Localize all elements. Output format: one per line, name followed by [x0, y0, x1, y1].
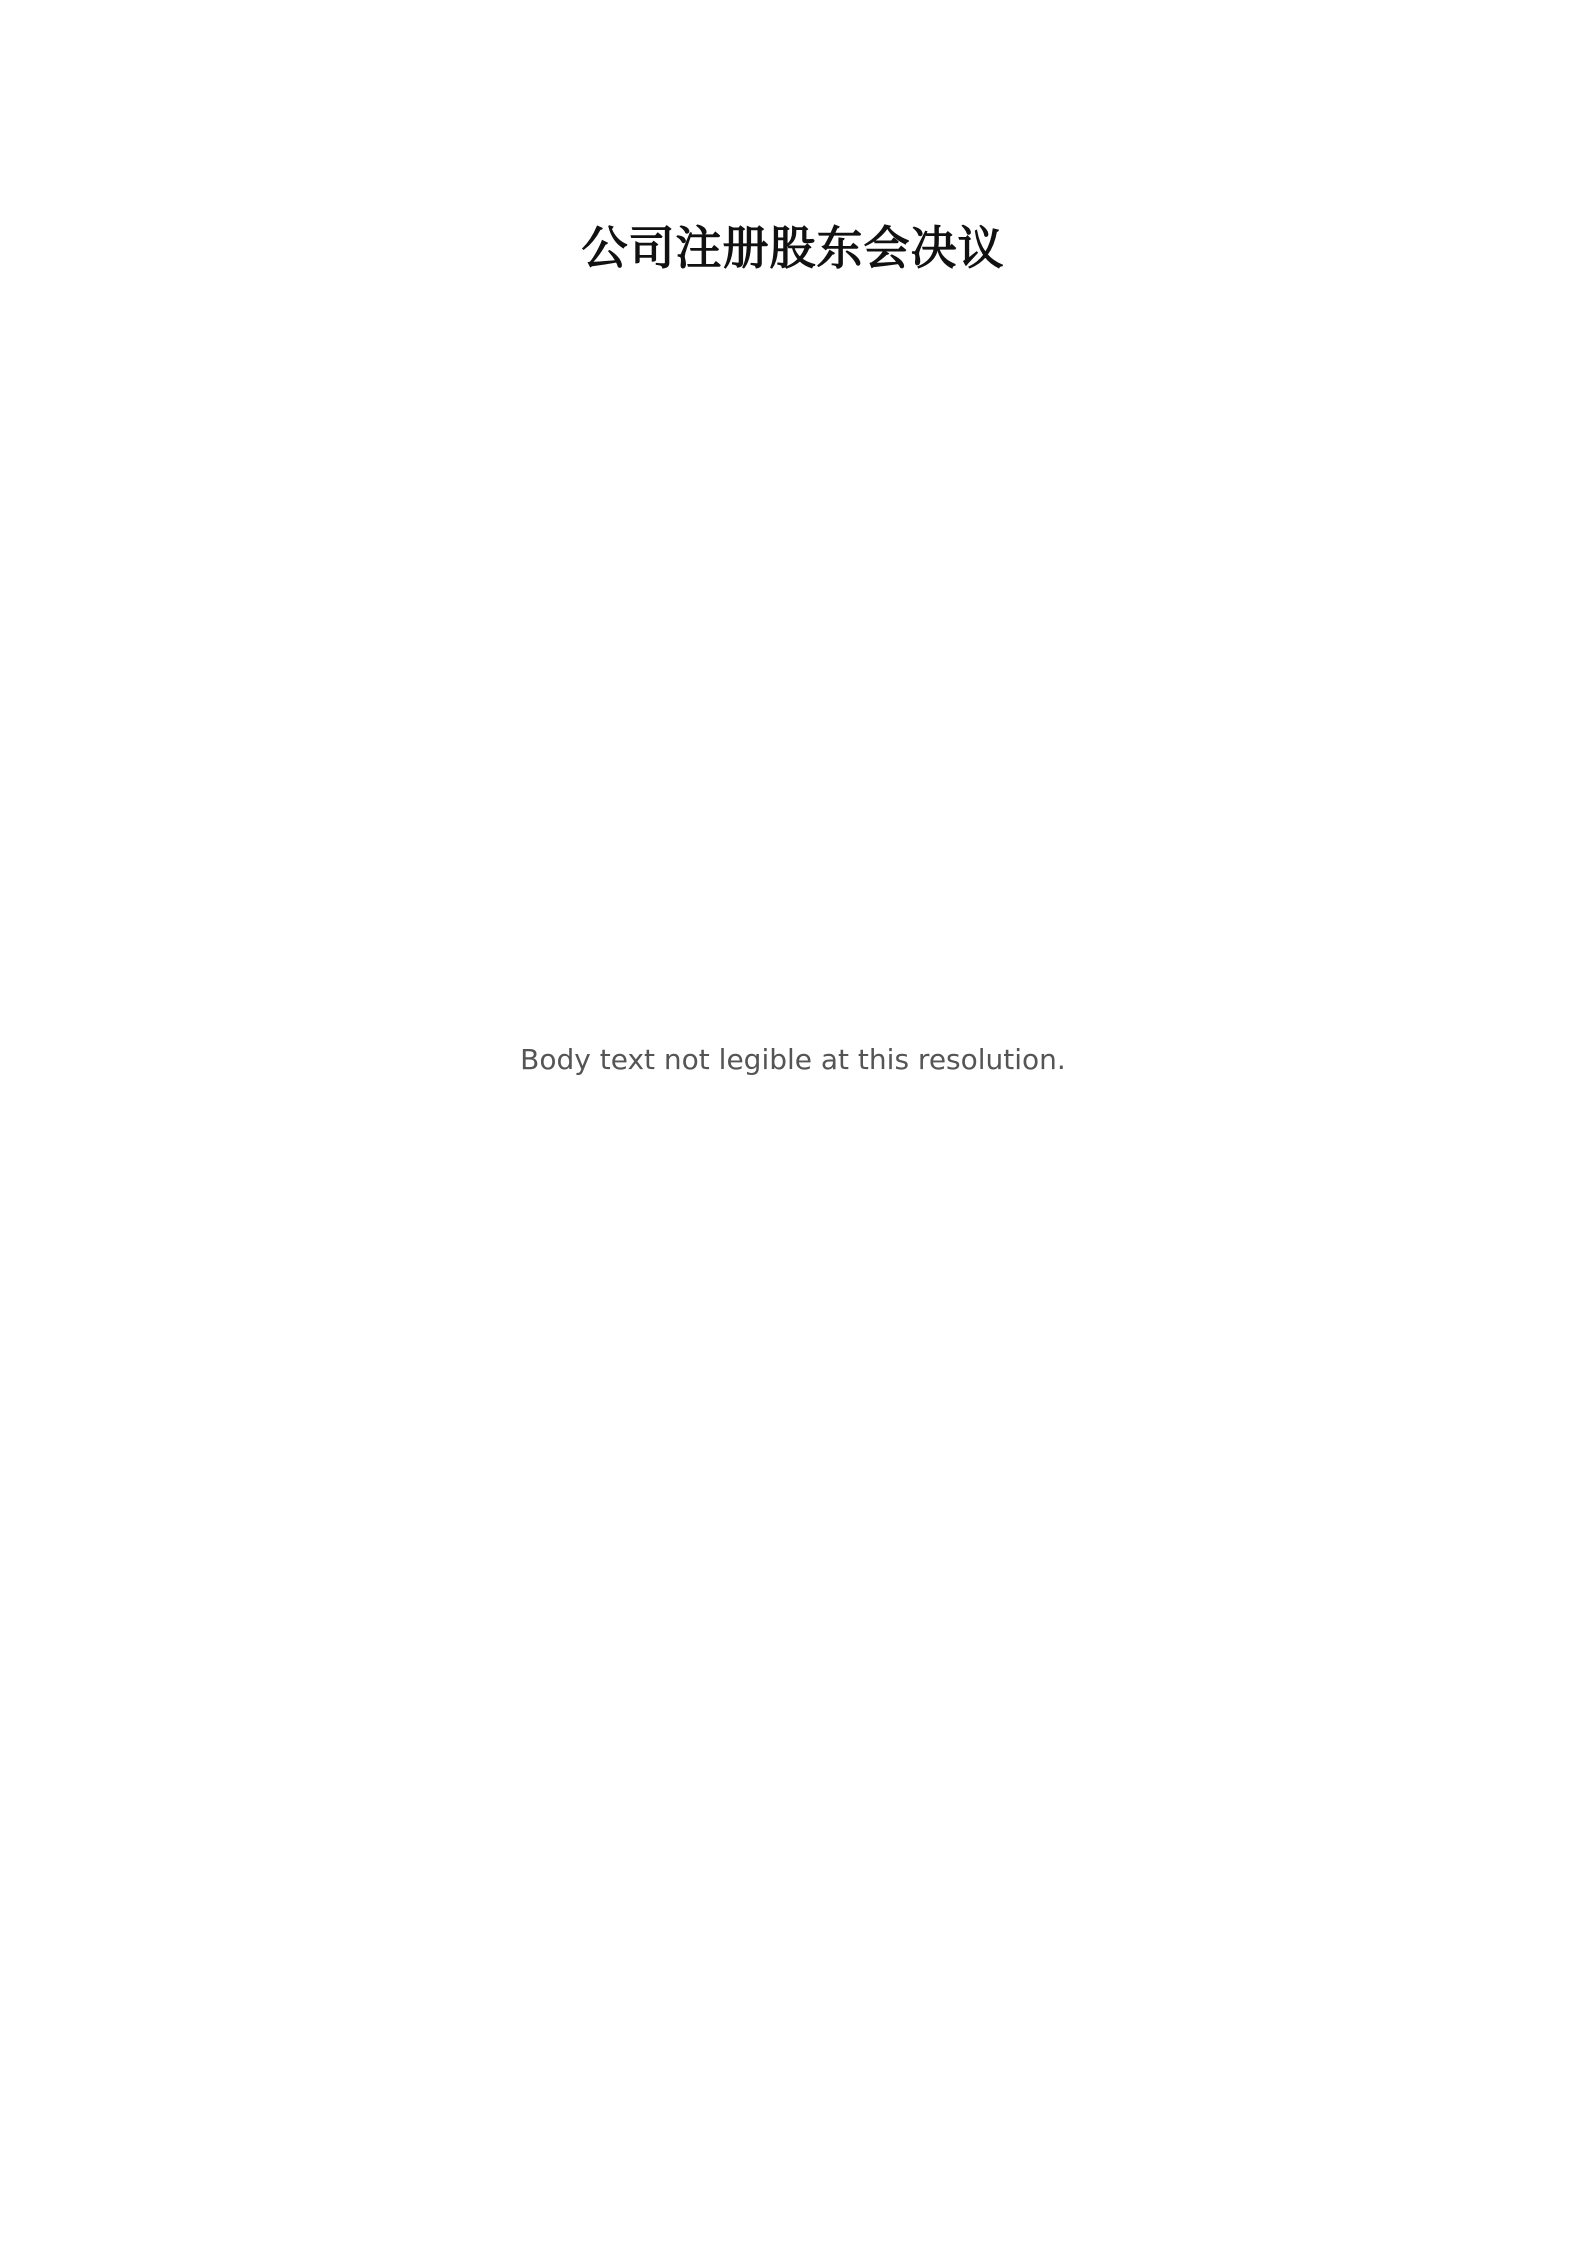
document-title: 公司注册股东会决议 — [581, 221, 1005, 275]
content-omitted-notice: Body text not legible at this resolution. — [520, 1043, 1066, 1076]
